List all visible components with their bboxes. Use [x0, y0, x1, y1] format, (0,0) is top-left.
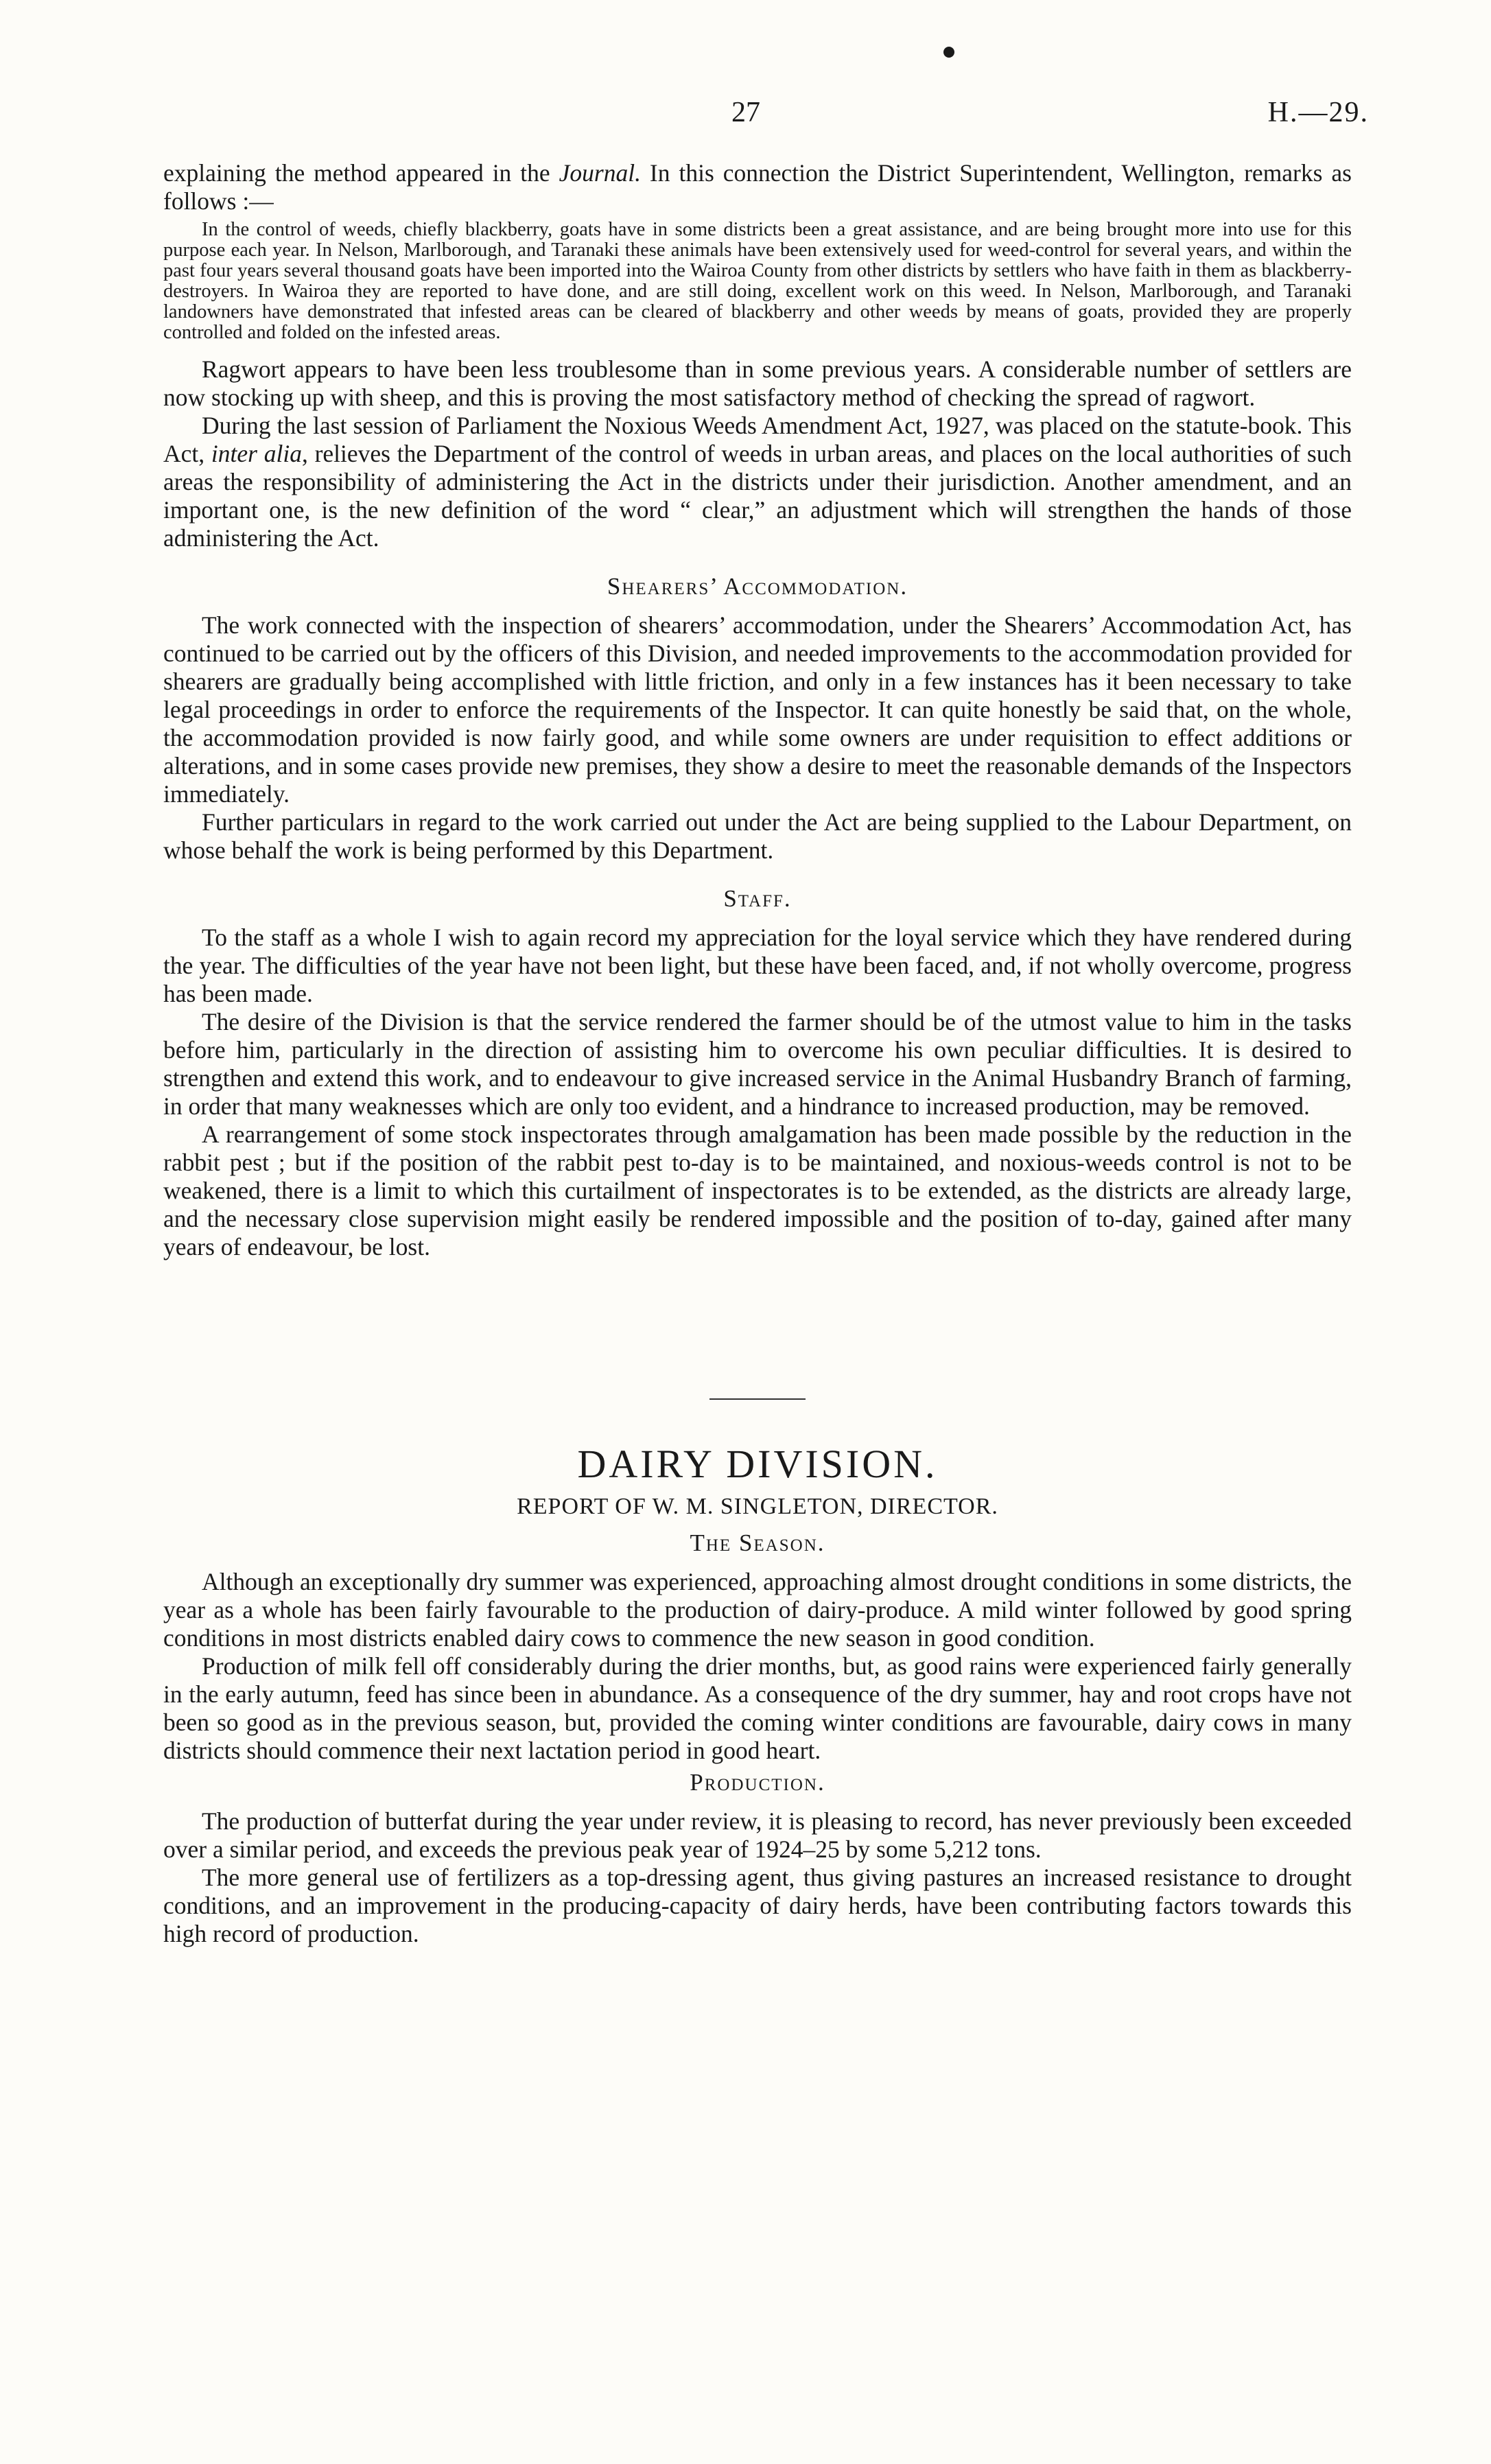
- intro-paragraph: explaining the method appeared in the Journal. In this connection the District Superintendent, Wellington, remarks as follows :—: [163, 159, 1352, 215]
- page-number: 27: [731, 97, 760, 128]
- production-paragraph-1: The production of butterfat during the year under review, it is pleasing to record, has never previously been exceeded over a similar period, and exceeds the previous peak year of 1924–25 by some 5,212 tons.: [163, 1807, 1352, 1863]
- shearers-paragraph-1: The work connected with the inspection of shearers’ accommodation, under the Shearers’ Accommodation Act, has continued to be carried out by the officers of this Division, and needed improvements to the accommodation provided for shearers are gradually being accomplished with little friction, and only in a few instances has it been necessary to take legal proceedings in order to enforce the requirements of the Inspector. It can quite honestly be said that, on the whole, the accommodation provided is now fairly good, and while some owners are under requisition to effect additions or alterations, and in some cases provide new premises, they show a desire to meet the reasonable demands of the Inspectors immediately.: [163, 611, 1352, 808]
- ink-dot: [943, 47, 954, 58]
- ragwort-paragraph: Ragwort appears to have been less troublesome than in some previous years. A considerable number of settlers are now stocking up with sheep, and this is proving the most satisfactory method of checking the spread of ragwort.: [163, 355, 1352, 411]
- division-title: DAIRY DIVISION.: [577, 1442, 938, 1486]
- staff-heading: Staff.: [723, 885, 792, 912]
- staff-paragraph-2: The desire of the Division is that the service rendered the farmer should be of the utmost value to him in the tasks before him, particularly in the direction of assisting him to overcome his own peculiar difficulties. It is desired to strengthen and extend this work, and to endeavour to give increased service in the Animal Husbandry Branch of farming, in order that many weaknesses which are only too evident, and a hindrance to increased production, may be removed.: [163, 1008, 1352, 1120]
- section-divider: [709, 1398, 806, 1400]
- staff-paragraph-1: To the staff as a whole I wish to again record my appreciation for the loyal service which they have rendered during the year. The difficulties of the year have not been light, but these have been faced, and, if not wholly overcome, progress has been made.: [163, 924, 1352, 1007]
- production-paragraph-2: The more general use of fertilizers as a top-dressing agent, thus giving pastures an increased resistance to drought conditions, and an improvement in the producing-capacity of dairy herds, have been contributing factors towards this high record of production.: [163, 1864, 1352, 1947]
- production-heading: Production.: [690, 1769, 825, 1796]
- journal-title: Journal.: [559, 159, 641, 187]
- staff-paragraph-3: A rearrangement of some stock inspectorates through amalgamation has been made possible by the reduction in the rabbit pest ; but if the position of the rabbit pest to-day is to be maintained, and noxious-weeds control is not to be weakened, there is a limit to which this curtailment of inspectorates is to be extended, as the districts are already large, and the necessary close supervision might easily be rendered impossible and the position of to-day, gained after many years of endeavour, be lost.: [163, 1120, 1352, 1260]
- act-paragraph: During the last session of Parliament the Noxious Weeds Amendment Act, 1927, was placed on the statute-book. This Act, inter alia, relieves the Department of the control of weeds in urban areas, and places on the local authorities of such areas the responsibility of administering the Act in the districts under their jurisdiction. Another amendment, and an important one, is the new definition of the word “ clear,” an adjustment which will strengthen the hands of those administering the Act.: [163, 412, 1352, 552]
- season-heading: The Season.: [690, 1529, 825, 1556]
- inter-alia: inter alia: [211, 440, 302, 467]
- shearers-heading: Shearers’ Accommodation.: [607, 573, 908, 600]
- season-paragraph-2: Production of milk fell off considerably during the drier months, but, as good rains were experienced fairly generally in the early autumn, feed has since been in abundance. As a consequence of the dry summer, hay and root crops have not been so good as in the previous season, but, provided the coming winter conditions are favourable, dairy cows in many districts should commence their next lactation period in good heart.: [163, 1652, 1352, 1764]
- report-byline: REPORT OF W. M. SINGLETON, DIRECTOR.: [517, 1494, 998, 1519]
- shearers-paragraph-2: Further particulars in regard to the work carried out under the Act are being supplied to the Labour Department, on whose behalf the work is being performed by this Department.: [163, 808, 1352, 864]
- quoted-remarks: In the control of weeds, chiefly blackberry, goats have in some districts been a great assistance, and are being brought more into use for this purpose each year. In Nelson, Marlborough, and Taranaki these animals have been extensively used for weed-control for several years, and within the past four years several thousand goats have been imported into the Wairoa County from other districts by settlers who have faith in them as blackberry-destroyers. In Wairoa they are reported to have done, and are still doing, excellent work on this weed. In Nelson, Marlborough, and Taranaki landowners have demonstrated that infested areas can be cleared of blackberry and other weeds by means of goats, provided they are properly controlled and folded on the infested areas.: [163, 219, 1352, 343]
- document-reference: H.—29.: [1267, 97, 1369, 128]
- season-paragraph-1: Although an exceptionally dry summer was experienced, approaching almost drought conditions in some districts, the year as a whole has been fairly favourable to the production of dairy-produce. A mild winter followed by good spring conditions in most districts enabled dairy cows to commence the new season in good condition.: [163, 1568, 1352, 1652]
- page-content: [163, 159, 1352, 1948]
- page-header: [0, 96, 1491, 137]
